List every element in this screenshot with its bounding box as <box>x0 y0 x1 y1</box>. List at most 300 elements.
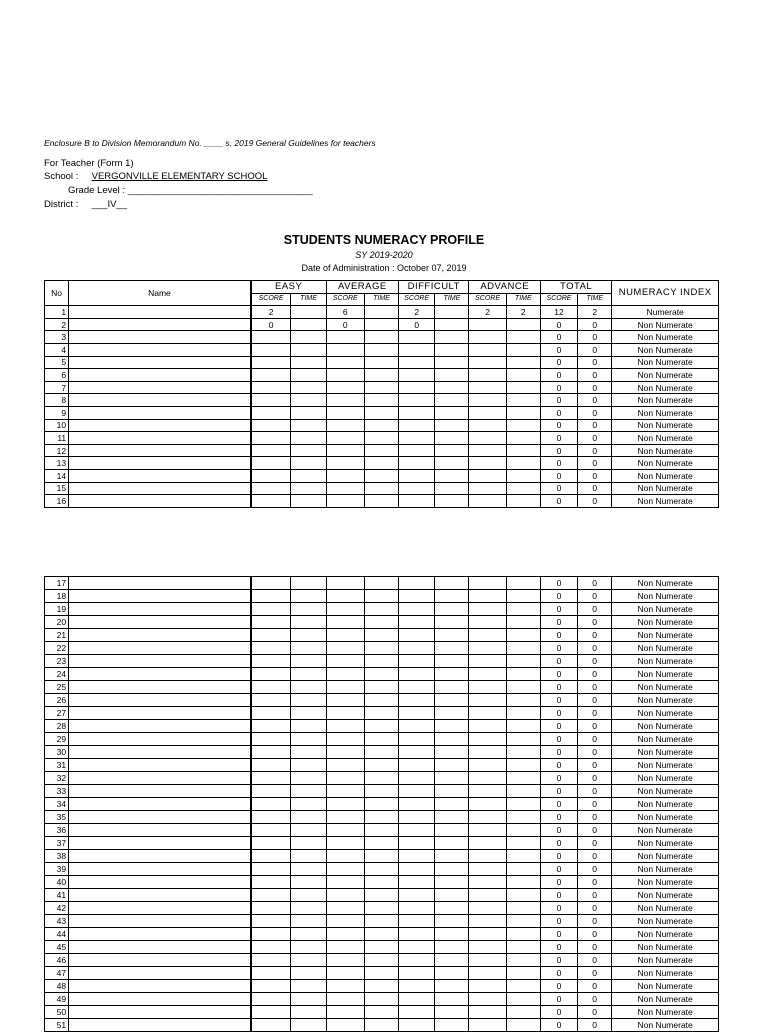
cell-advance-time <box>506 681 540 694</box>
cell-easy-score: 0 <box>251 318 291 331</box>
cell-easy-time <box>291 707 326 720</box>
cell-total-score: 0 <box>540 394 577 407</box>
sub-score-header: SCORE <box>251 293 291 306</box>
cell-advance-score <box>469 356 506 369</box>
table-row <box>45 707 719 720</box>
table-row <box>45 954 719 967</box>
cell-average-score <box>326 876 364 889</box>
cell-difficult-score <box>399 837 435 850</box>
cell-advance-score <box>469 928 506 941</box>
cell-total-score: 0 <box>540 343 577 356</box>
cell-advance-time <box>506 655 540 668</box>
cell-advance-time <box>506 406 540 419</box>
cell-easy-time <box>291 603 326 616</box>
cell-total-score: 0 <box>540 331 577 344</box>
table-row <box>45 577 719 590</box>
cell-difficult-score <box>399 406 435 419</box>
cell-easy-score <box>251 746 291 759</box>
cell-total-time: 0 <box>578 444 612 457</box>
cell-name <box>69 681 251 694</box>
cell-advance-time <box>506 1006 540 1019</box>
cell-advance-time <box>506 720 540 733</box>
cell-advance-score <box>469 432 506 445</box>
cell-easy-time <box>291 482 326 495</box>
cell-no: 25 <box>45 681 69 694</box>
cell-advance-time <box>506 850 540 863</box>
cell-index: Non Numerate <box>612 993 719 1006</box>
cell-advance-score <box>469 482 506 495</box>
col-no-header: No <box>45 281 69 306</box>
cell-average-score <box>326 590 364 603</box>
cell-name <box>69 381 251 394</box>
cell-difficult-score <box>399 759 435 772</box>
cell-index: Non Numerate <box>612 785 719 798</box>
cell-name <box>69 915 251 928</box>
table-row <box>45 469 719 482</box>
cell-total-time: 0 <box>578 577 612 590</box>
cell-easy-time <box>291 733 326 746</box>
cell-advance-time <box>506 694 540 707</box>
cell-difficult-time <box>435 798 469 811</box>
cell-average-time <box>364 432 398 445</box>
cell-index: Non Numerate <box>612 850 719 863</box>
cell-advance-score <box>469 343 506 356</box>
cell-difficult-score <box>399 1006 435 1019</box>
cell-advance-score <box>469 850 506 863</box>
sub-time-header: TIME <box>291 293 326 306</box>
cell-name <box>69 993 251 1006</box>
cell-total-score: 0 <box>540 419 577 432</box>
cell-advance-time <box>506 432 540 445</box>
cell-average-score <box>326 941 364 954</box>
cell-difficult-time <box>435 863 469 876</box>
cell-advance-score <box>469 369 506 382</box>
cell-advance-time <box>506 707 540 720</box>
cell-average-time <box>364 707 398 720</box>
cell-easy-time <box>291 629 326 642</box>
cell-average-score <box>326 642 364 655</box>
cell-name <box>69 668 251 681</box>
cell-advance-time <box>506 759 540 772</box>
table-row <box>45 681 719 694</box>
cell-easy-time <box>291 343 326 356</box>
cell-average-time <box>364 419 398 432</box>
cell-difficult-time <box>435 603 469 616</box>
table-row <box>45 444 719 457</box>
cell-advance-score <box>469 837 506 850</box>
cell-difficult-time <box>435 432 469 445</box>
cell-advance-time <box>506 394 540 407</box>
cell-average-score <box>326 772 364 785</box>
cell-name <box>69 850 251 863</box>
cell-average-time <box>364 772 398 785</box>
cell-no: 34 <box>45 798 69 811</box>
cell-average-time <box>364 603 398 616</box>
cell-no: 20 <box>45 616 69 629</box>
cell-average-time <box>364 1019 398 1032</box>
cell-easy-time <box>291 369 326 382</box>
cell-total-score: 0 <box>540 616 577 629</box>
cell-total-score: 0 <box>540 902 577 915</box>
cell-total-score: 0 <box>540 495 577 508</box>
cell-average-time <box>364 482 398 495</box>
cell-index: Non Numerate <box>612 681 719 694</box>
cell-difficult-score <box>399 941 435 954</box>
cell-easy-score <box>251 381 291 394</box>
cell-easy-score <box>251 668 291 681</box>
table-row <box>45 889 719 902</box>
school-label: School : <box>44 171 79 182</box>
cell-total-score: 0 <box>540 759 577 772</box>
table-row <box>45 941 719 954</box>
cell-advance-score <box>469 681 506 694</box>
cell-index: Non Numerate <box>612 469 719 482</box>
cell-difficult-score <box>399 655 435 668</box>
cell-index: Non Numerate <box>612 941 719 954</box>
cell-easy-time <box>291 495 326 508</box>
cell-advance-time <box>506 577 540 590</box>
cell-advance-time <box>506 482 540 495</box>
cell-index: Non Numerate <box>612 902 719 915</box>
cell-average-score: 6 <box>326 306 364 319</box>
cell-average-score <box>326 457 364 470</box>
cell-easy-time <box>291 785 326 798</box>
cell-name <box>69 746 251 759</box>
cell-easy-time <box>291 694 326 707</box>
cell-average-score <box>326 655 364 668</box>
cell-advance-time <box>506 928 540 941</box>
table-row <box>45 759 719 772</box>
cell-advance-score <box>469 406 506 419</box>
cell-average-score <box>326 603 364 616</box>
cell-difficult-time <box>435 318 469 331</box>
cell-easy-score <box>251 941 291 954</box>
cell-total-time: 0 <box>578 837 612 850</box>
cell-difficult-score <box>399 928 435 941</box>
cell-advance-score <box>469 811 506 824</box>
table-row <box>45 642 719 655</box>
district-value: ___IV__ <box>91 199 127 210</box>
cell-name <box>69 642 251 655</box>
cell-total-score: 0 <box>540 746 577 759</box>
cell-no: 33 <box>45 785 69 798</box>
cell-easy-score <box>251 394 291 407</box>
cell-advance-score <box>469 394 506 407</box>
cell-no: 29 <box>45 733 69 746</box>
cell-name <box>69 785 251 798</box>
cell-advance-score <box>469 902 506 915</box>
cell-no: 17 <box>45 577 69 590</box>
cell-advance-time <box>506 444 540 457</box>
cell-easy-score <box>251 642 291 655</box>
cell-name <box>69 928 251 941</box>
cell-advance-score <box>469 746 506 759</box>
cell-average-score <box>326 343 364 356</box>
cell-name <box>69 941 251 954</box>
cell-total-score: 0 <box>540 941 577 954</box>
cell-name <box>69 902 251 915</box>
cell-no: 2 <box>45 318 69 331</box>
cell-difficult-score <box>399 629 435 642</box>
cell-index: Non Numerate <box>612 837 719 850</box>
cell-average-time <box>364 837 398 850</box>
cell-no: 3 <box>45 331 69 344</box>
cell-advance-score <box>469 655 506 668</box>
cell-difficult-score <box>399 746 435 759</box>
cell-total-time: 0 <box>578 642 612 655</box>
sub-time-header: TIME <box>578 293 612 306</box>
sub-score-header: SCORE <box>326 293 364 306</box>
cell-index: Non Numerate <box>612 798 719 811</box>
sub-time-header: TIME <box>435 293 469 306</box>
cell-easy-score <box>251 419 291 432</box>
cell-easy-time <box>291 318 326 331</box>
cell-difficult-score <box>399 850 435 863</box>
cell-difficult-time <box>435 642 469 655</box>
cell-advance-time <box>506 642 540 655</box>
table-row <box>45 331 719 344</box>
cell-difficult-time <box>435 902 469 915</box>
table-row <box>45 733 719 746</box>
cell-advance-time <box>506 837 540 850</box>
cell-easy-score <box>251 495 291 508</box>
cell-total-time: 0 <box>578 928 612 941</box>
cell-easy-time <box>291 642 326 655</box>
cell-total-time: 0 <box>578 343 612 356</box>
cell-total-score: 0 <box>540 720 577 733</box>
table-row <box>45 432 719 445</box>
cell-difficult-time <box>435 733 469 746</box>
cell-advance-time <box>506 746 540 759</box>
cell-total-time: 0 <box>578 394 612 407</box>
cell-index: Non Numerate <box>612 772 719 785</box>
cell-total-time: 0 <box>578 603 612 616</box>
cell-difficult-score <box>399 876 435 889</box>
cell-name <box>69 707 251 720</box>
cell-difficult-score <box>399 1019 435 1032</box>
cell-total-time: 0 <box>578 495 612 508</box>
cell-no: 46 <box>45 954 69 967</box>
numeracy-table-1 <box>44 280 719 508</box>
cell-advance-score <box>469 954 506 967</box>
cell-total-score: 0 <box>540 1019 577 1032</box>
cell-difficult-time <box>435 577 469 590</box>
cell-no: 13 <box>45 457 69 470</box>
cell-average-score <box>326 707 364 720</box>
cell-difficult-score <box>399 681 435 694</box>
cell-easy-score <box>251 928 291 941</box>
cell-difficult-time <box>435 356 469 369</box>
cell-total-time: 0 <box>578 733 612 746</box>
cell-name <box>69 954 251 967</box>
cell-no: 47 <box>45 967 69 980</box>
cell-name <box>69 603 251 616</box>
table-body-2 <box>45 577 719 1032</box>
cell-name <box>69 444 251 457</box>
cell-index: Non Numerate <box>612 495 719 508</box>
cell-easy-time <box>291 811 326 824</box>
cell-no: 11 <box>45 432 69 445</box>
cell-total-time: 0 <box>578 1006 612 1019</box>
cell-no: 40 <box>45 876 69 889</box>
cell-difficult-time <box>435 889 469 902</box>
cell-easy-score <box>251 1019 291 1032</box>
cell-total-time: 0 <box>578 746 612 759</box>
cell-index: Non Numerate <box>612 720 719 733</box>
cell-total-score: 0 <box>540 733 577 746</box>
table-row <box>45 915 719 928</box>
numeracy-table-2 <box>44 576 719 1032</box>
cell-name <box>69 798 251 811</box>
cell-average-score <box>326 720 364 733</box>
cell-average-score <box>326 746 364 759</box>
cell-average-score <box>326 482 364 495</box>
cell-difficult-time <box>435 694 469 707</box>
cell-total-time: 0 <box>578 993 612 1006</box>
table-body-1 <box>45 306 719 508</box>
cell-difficult-time <box>435 993 469 1006</box>
cell-easy-score <box>251 954 291 967</box>
cell-advance-time <box>506 798 540 811</box>
cell-total-time: 0 <box>578 369 612 382</box>
cell-average-time <box>364 720 398 733</box>
cell-advance-score <box>469 694 506 707</box>
cell-difficult-time <box>435 1019 469 1032</box>
cell-total-time: 2 <box>578 306 612 319</box>
cell-total-time: 0 <box>578 915 612 928</box>
cell-total-time: 0 <box>578 419 612 432</box>
cell-advance-time <box>506 318 540 331</box>
cell-difficult-time <box>435 759 469 772</box>
cell-total-score: 0 <box>540 889 577 902</box>
cell-no: 48 <box>45 980 69 993</box>
cell-total-score: 0 <box>540 681 577 694</box>
table-row <box>45 1006 719 1019</box>
cell-average-score <box>326 331 364 344</box>
cell-name <box>69 1006 251 1019</box>
cell-easy-time <box>291 837 326 850</box>
cell-easy-score <box>251 889 291 902</box>
table-row <box>45 369 719 382</box>
cell-easy-time <box>291 419 326 432</box>
cell-difficult-time <box>435 928 469 941</box>
cell-average-score <box>326 495 364 508</box>
cell-index: Non Numerate <box>612 889 719 902</box>
cell-easy-time <box>291 681 326 694</box>
cell-index: Non Numerate <box>612 482 719 495</box>
cell-index: Non Numerate <box>612 811 719 824</box>
cell-total-score: 0 <box>540 694 577 707</box>
cell-index: Non Numerate <box>612 655 719 668</box>
cell-advance-score <box>469 889 506 902</box>
table-row <box>45 603 719 616</box>
cell-advance-time <box>506 967 540 980</box>
cell-average-score <box>326 785 364 798</box>
cell-index: Non Numerate <box>612 432 719 445</box>
cell-average-time <box>364 863 398 876</box>
table-row <box>45 406 719 419</box>
cell-average-time <box>364 824 398 837</box>
cell-average-time <box>364 850 398 863</box>
cell-advance-time: 2 <box>506 306 540 319</box>
table-row <box>45 746 719 759</box>
cell-advance-time <box>506 993 540 1006</box>
cell-average-score <box>326 928 364 941</box>
cell-average-score <box>326 980 364 993</box>
cell-advance-time <box>506 381 540 394</box>
cell-difficult-score <box>399 889 435 902</box>
cell-index: Non Numerate <box>612 980 719 993</box>
cell-advance-time <box>506 1019 540 1032</box>
cell-average-time <box>364 733 398 746</box>
cell-index: Non Numerate <box>612 331 719 344</box>
cell-advance-score <box>469 876 506 889</box>
cell-no: 50 <box>45 1006 69 1019</box>
form-label: For Teacher (Form 1) <box>44 158 134 169</box>
table-row <box>45 419 719 432</box>
cell-name <box>69 811 251 824</box>
cell-total-score: 0 <box>540 318 577 331</box>
cell-easy-score <box>251 331 291 344</box>
cell-average-score <box>326 419 364 432</box>
cell-no: 9 <box>45 406 69 419</box>
cell-average-score <box>326 993 364 1006</box>
cell-easy-time <box>291 928 326 941</box>
cell-difficult-score <box>399 577 435 590</box>
cell-advance-time <box>506 590 540 603</box>
sub-time-header: TIME <box>364 293 398 306</box>
cell-name <box>69 863 251 876</box>
cell-index: Non Numerate <box>612 457 719 470</box>
cell-total-time: 0 <box>578 863 612 876</box>
cell-name <box>69 343 251 356</box>
cell-easy-time <box>291 876 326 889</box>
table-row <box>45 876 719 889</box>
cell-total-score: 0 <box>540 837 577 850</box>
table-row <box>45 1019 719 1032</box>
cell-easy-score <box>251 837 291 850</box>
cell-average-time <box>364 694 398 707</box>
cell-advance-time <box>506 616 540 629</box>
cell-advance-score <box>469 993 506 1006</box>
cell-advance-score <box>469 772 506 785</box>
grade-label: Grade Level : <box>68 185 126 196</box>
cell-difficult-score <box>399 469 435 482</box>
cell-advance-score <box>469 733 506 746</box>
cell-advance-time <box>506 668 540 681</box>
cell-no: 19 <box>45 603 69 616</box>
cell-no: 49 <box>45 993 69 1006</box>
cell-total-time: 0 <box>578 707 612 720</box>
sub-time-header: TIME <box>506 293 540 306</box>
cell-total-score: 0 <box>540 444 577 457</box>
cell-difficult-time <box>435 746 469 759</box>
col-easy-header: EASY <box>251 281 326 294</box>
cell-easy-time <box>291 746 326 759</box>
cell-name <box>69 980 251 993</box>
table-row <box>45 967 719 980</box>
cell-difficult-time <box>435 444 469 457</box>
cell-no: 30 <box>45 746 69 759</box>
cell-average-time <box>364 980 398 993</box>
cell-name <box>69 876 251 889</box>
cell-average-time <box>364 457 398 470</box>
cell-average-score: 0 <box>326 318 364 331</box>
cell-name <box>69 318 251 331</box>
cell-total-time: 0 <box>578 482 612 495</box>
cell-average-time <box>364 306 398 319</box>
cell-total-time: 0 <box>578 785 612 798</box>
